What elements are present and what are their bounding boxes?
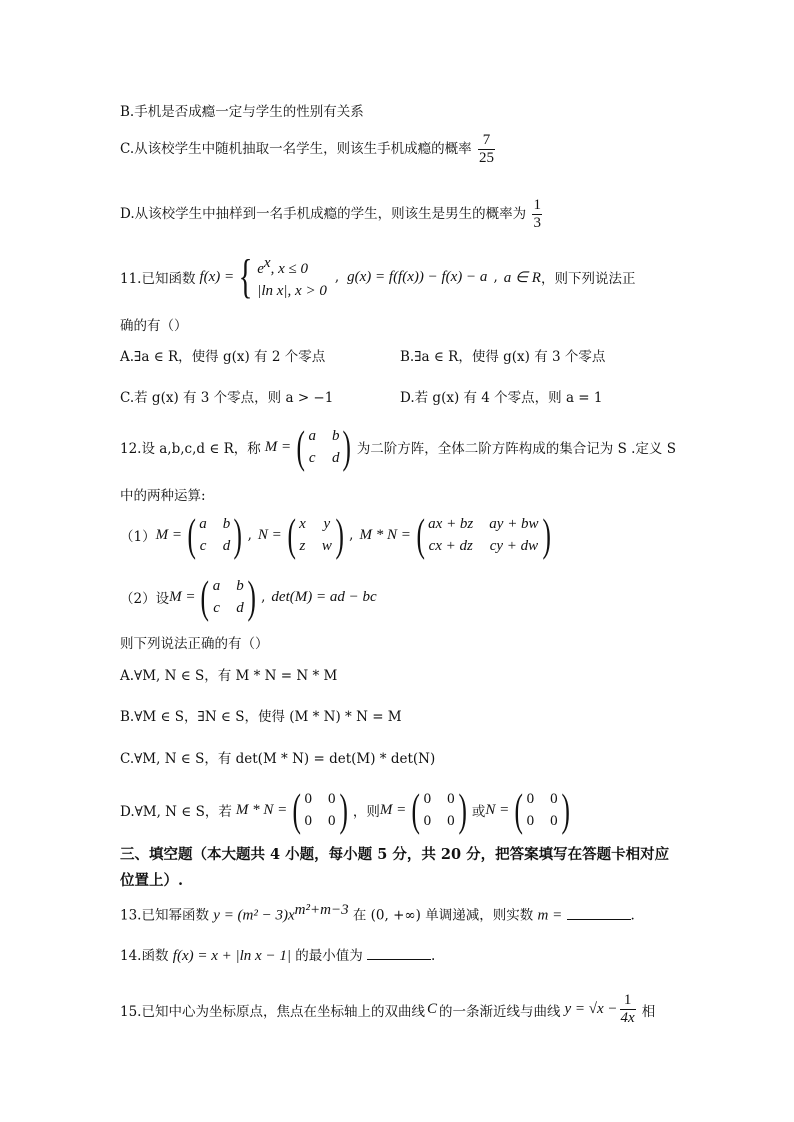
- q13-prefix: 13.已知幂函数: [120, 907, 209, 924]
- matrix-m-label: M =: [169, 588, 196, 605]
- option-d-then: ，则: [352, 804, 380, 820]
- section-heading: 三、填空题（本大题共 4 小题，每小题 5 分，共 20 分，把答案填写在答题卡相对应位置上）.: [120, 846, 670, 889]
- q13-middle-text: 在 (0, +∞) 单调递减，则实数: [352, 907, 534, 924]
- q15-hyperbola-name: C: [426, 1001, 437, 1017]
- option-d-or: 或: [471, 804, 486, 820]
- case-two: |ln x|, x > 0: [257, 283, 327, 299]
- option-d-prefix: D.∀M, N ∈ S，若: [120, 804, 232, 820]
- q15-middle-text: 的一条渐近线与曲线: [439, 1003, 561, 1020]
- zero-matrix: ( 0 0 0 0 ): [514, 784, 570, 835]
- matrix-n-label: N =: [257, 526, 282, 543]
- piecewise-cases: [257, 252, 327, 302]
- q11-g-definition: g(x) = f(f(x)) − f(x) − a: [347, 268, 488, 285]
- q11-stem-line2: 确的有（）: [120, 318, 188, 334]
- q10-option-d: [120, 197, 544, 232]
- q11-f-definition: f(x) =: [199, 268, 235, 285]
- left-brace: {: [238, 250, 253, 303]
- q10-option-b: B.手机是否成瘾一定与学生的性别有关系: [120, 104, 364, 120]
- q12-stem: [120, 421, 676, 472]
- q11-a-domain: a ∈ R: [503, 269, 541, 286]
- q15-fraction: [620, 992, 636, 1027]
- matrix-m: ( a b c d ): [187, 509, 243, 560]
- case-one: $e^x$, x ≤ 0: [257, 255, 308, 277]
- q11-option-c: C.若 g(x) 有 3 个零点，则 a > −1: [120, 390, 334, 406]
- q11-suffix: ，则下列说法正: [540, 271, 636, 287]
- q11-prefix: 11.已知函数: [120, 271, 196, 287]
- q12-ask: 则下列说法正确的有（）: [120, 636, 269, 652]
- q13-exponent: m²+m−3: [294, 902, 349, 918]
- fraction-denominator: 25: [478, 150, 494, 166]
- zero-matrix: ( 0 0 0 0 ): [411, 784, 467, 835]
- q10-option-c: [120, 132, 497, 167]
- q11-option-d: D.若 g(x) 有 4 个零点，则 a = 1: [400, 390, 603, 406]
- q11-stem: 11.已知函数 f(x) = { $e^x$, x ≤ 0 |ln x|, x > 0 , g(x) = f(f(x)) − f(x) − a , a ∈ R ，则下列说法正: [120, 250, 636, 303]
- q10-option-c-text: C.从该校学生中随机抽取一名学生，则该生手机成瘾的概率: [120, 141, 472, 157]
- q15-curve: y = √x −: [564, 1001, 618, 1017]
- q14-middle-text: 的最小值为: [295, 948, 363, 964]
- q15-prefix: 15.已知中心为坐标原点，焦点在坐标轴上的双曲线: [120, 1003, 425, 1020]
- probability-fraction-c: [478, 132, 495, 167]
- q12-operation-two: （2）设 M = ( a b c d ) , det(M) = ad − bc: [120, 571, 377, 622]
- zero-matrix: ( 0 0 0 0 ): [292, 784, 348, 835]
- q12-option-b: B.∀M ∈ S，∃N ∈ S，使得 (M * N) * N = M: [120, 709, 402, 725]
- q13: 13.已知幂函数 $y = (m^2 - 3)x^{m^2+m-3}$ 在 (0, +∞) 单调递减，则实数 m = .: [120, 902, 635, 924]
- q13-power-function: y = (m² − 3)x: [213, 907, 295, 924]
- q14-function: f(x) = x + |ln x − 1|: [172, 948, 291, 964]
- q10-option-d-text: D.从该校学生中抽样到一名手机成瘾的学生，则该生是男生的概率为: [120, 206, 527, 222]
- q15: [120, 992, 655, 1027]
- operation-one-label: （1）: [120, 529, 156, 545]
- q12-option-d: [120, 784, 575, 835]
- matrix-m-label: M =: [379, 801, 407, 818]
- matrix-n: ( x y z w ): [287, 509, 344, 560]
- matrix-n-label: N =: [485, 801, 510, 818]
- fraction-numerator: 1: [620, 992, 636, 1010]
- matrix-m: ( a b c d ): [200, 571, 256, 622]
- answer-blank[interactable]: [567, 919, 631, 920]
- fraction-denominator: 3: [533, 215, 541, 231]
- answer-blank[interactable]: [367, 959, 431, 960]
- q14-prefix: 14.函数: [120, 948, 169, 964]
- operation-two-label: （2）设: [120, 591, 170, 607]
- q12-operation-one: （1） M = ( a b c d ) , N = ( x y z w ) , M * N = ( ax + bz ay + bw cx + dz cy + dw ): [120, 512, 556, 558]
- fraction-numerator: 1: [533, 197, 541, 213]
- matrix-product: ( ax + bz ay + bw cx + dz cy + dw ): [416, 509, 551, 560]
- q12-option-c: C.∀M, N ∈ S，有 det(M * N) = det(M) * det(N): [120, 751, 436, 767]
- q15-suffix: 相: [641, 1003, 656, 1020]
- q14: 14.函数 f(x) = x + |ln x − 1| 的最小值为 .: [120, 948, 436, 964]
- q13-variable: m =: [537, 907, 563, 924]
- q12-stem-line2: 中的两种运算:: [120, 488, 206, 504]
- determinant-definition: det(M) = ad − bc: [271, 588, 377, 605]
- q12-prefix: 12.设 a,b,c,d ∈ R，称: [120, 441, 261, 457]
- matrix-m: ( a b c d ): [296, 421, 352, 472]
- fraction-numerator: 7: [478, 132, 495, 150]
- matrix-m-label: M =: [264, 438, 292, 455]
- probability-fraction-d: [532, 197, 542, 232]
- fraction-denominator: 4x: [620, 1010, 635, 1026]
- matrix-m-label: M =: [155, 526, 182, 543]
- q12-option-a: A.∀M, N ∈ S，有 M * N = N * M: [120, 668, 338, 684]
- piecewise-function: [234, 252, 327, 302]
- q11-option-a: A.∃a ∈ R，使得 g(x) 有 2 个零点: [120, 349, 326, 365]
- q12-middle-text: 为二阶方阵，全体二阶方阵构成的集合记为 S .定义 S: [356, 441, 676, 457]
- product-label: M * N =: [235, 801, 288, 818]
- product-label: M * N =: [359, 526, 411, 543]
- q11-option-b: B.∃a ∈ R，使得 g(x) 有 3 个零点: [400, 349, 606, 365]
